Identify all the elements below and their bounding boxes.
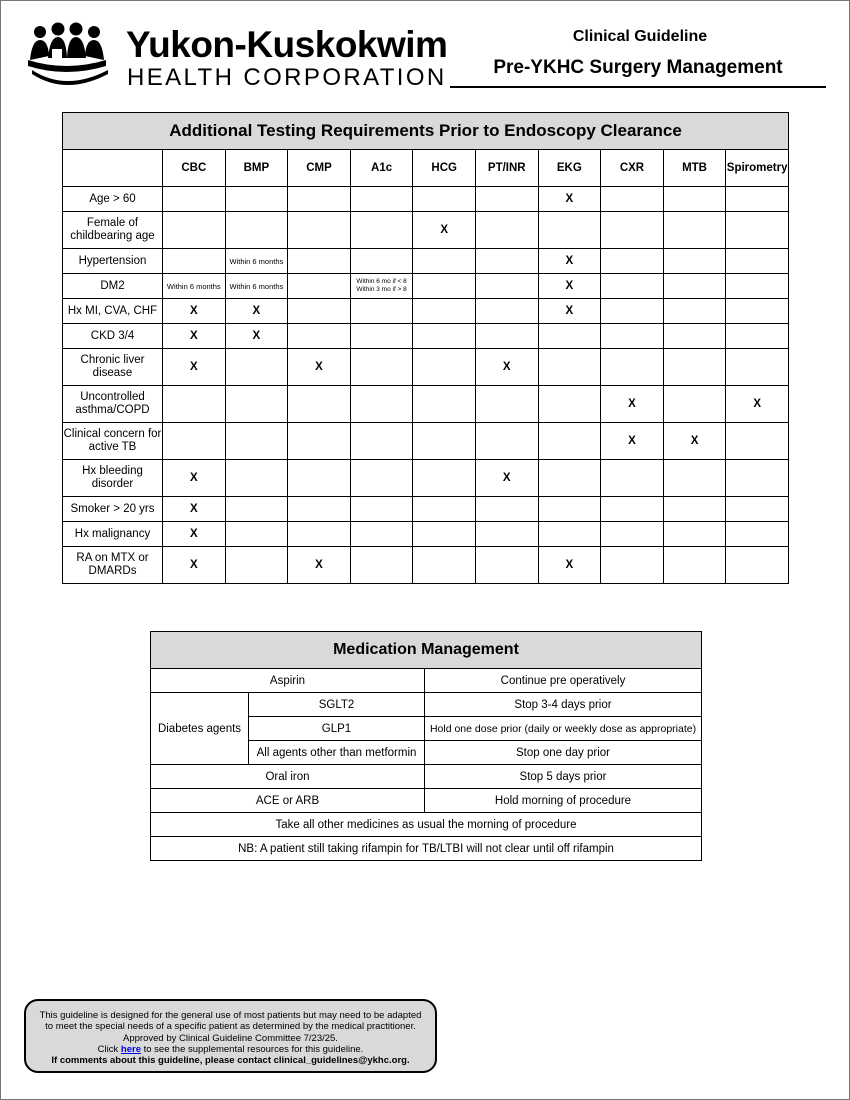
table-cell <box>726 522 789 547</box>
table-cell <box>601 460 664 497</box>
table-cell: X <box>225 324 288 349</box>
note-all-other-medicines: Take all other medicines as usual the morning of procedure <box>151 813 702 837</box>
table-row <box>151 837 702 861</box>
table-cell <box>475 187 538 212</box>
column-header: HCG <box>413 150 476 187</box>
table-cell: X <box>538 274 601 299</box>
table-cell <box>601 349 664 386</box>
footer-line-5: If comments about this guideline, please contact clinical_guidelines@ykhc.org. <box>51 1055 410 1067</box>
testing-table-body <box>63 187 789 584</box>
testing-table-title: Additional Testing Requirements Prior to Endoscopy Clearance <box>63 113 789 150</box>
column-header: BMP <box>225 150 288 187</box>
table-cell: X <box>163 460 226 497</box>
table-cell <box>163 386 226 423</box>
table-cell <box>663 386 726 423</box>
table-cell <box>663 187 726 212</box>
table-cell <box>288 460 351 497</box>
table-cell <box>601 324 664 349</box>
table-row <box>63 299 789 324</box>
table-cell <box>413 349 476 386</box>
table-cell <box>288 212 351 249</box>
table-cell <box>413 249 476 274</box>
table-cell <box>726 274 789 299</box>
table-cell: X <box>538 249 601 274</box>
table-cell: X <box>163 349 226 386</box>
note-rifampin: NB: A patient still taking rifampin for TB/LTBI will not clear until off rifampin <box>151 837 702 861</box>
table-cell: X <box>288 349 351 386</box>
table-row <box>63 324 789 349</box>
med-instruction-sglt2: Stop 3-4 days prior <box>425 693 702 717</box>
table-cell: Within 6 mo if < 8 Within 3 mo if > 8 <box>350 274 413 299</box>
table-cell <box>225 423 288 460</box>
table-cell <box>726 423 789 460</box>
table-cell <box>288 187 351 212</box>
table-cell <box>601 522 664 547</box>
column-header: EKG <box>538 150 601 187</box>
table-cell <box>225 522 288 547</box>
table-row <box>63 547 789 584</box>
table-cell <box>726 187 789 212</box>
org-name: Yukon-Kuskokwim <box>126 24 448 65</box>
table-row <box>63 187 789 212</box>
table-row <box>63 460 789 497</box>
footer-disclaimer <box>24 999 437 1073</box>
med-drug-other-agents: All agents other than metformin <box>249 741 425 765</box>
table-cell <box>601 187 664 212</box>
medication-management-table <box>150 631 702 861</box>
table-cell <box>413 386 476 423</box>
table-cell <box>538 522 601 547</box>
table-cell <box>225 212 288 249</box>
ykhc-logo <box>26 22 446 92</box>
table-cell <box>413 497 476 522</box>
table-cell <box>726 249 789 274</box>
footer-line-3: Approved by Clinical Guideline Committee 7/23/25. <box>123 1032 338 1044</box>
table-row <box>151 813 702 837</box>
table-cell: X <box>538 187 601 212</box>
table-cell <box>288 386 351 423</box>
table-cell <box>663 299 726 324</box>
med-drug-aspirin: Aspirin <box>151 669 425 693</box>
table-cell: X <box>538 547 601 584</box>
table-cell <box>475 274 538 299</box>
table-cell <box>538 212 601 249</box>
row-label: Female of childbearing age <box>63 212 163 249</box>
med-drug-ace-arb: ACE or ARB <box>151 789 425 813</box>
row-label: DM2 <box>63 274 163 299</box>
row-label: Smoker > 20 yrs <box>63 497 163 522</box>
table-cell <box>726 547 789 584</box>
table-cell <box>413 274 476 299</box>
table-cell <box>601 547 664 584</box>
table-cell <box>350 547 413 584</box>
table-cell <box>413 522 476 547</box>
table-row <box>151 789 702 813</box>
table-cell <box>663 547 726 584</box>
table-cell: X <box>288 547 351 584</box>
guideline-title: Pre-YKHC Surgery Management <box>493 57 783 78</box>
table-cell <box>288 497 351 522</box>
table-cell <box>163 212 226 249</box>
table-cell <box>475 249 538 274</box>
column-header: MTB <box>663 150 726 187</box>
footer-line-4-rest: to see the supplemental resources for this guideline. <box>143 1043 364 1055</box>
table-cell: X <box>413 212 476 249</box>
table-cell <box>663 460 726 497</box>
table-cell <box>413 187 476 212</box>
guideline-kicker: Clinical Guideline <box>572 28 708 45</box>
row-label: Clinical concern for active TB <box>63 423 163 460</box>
table-cell <box>350 497 413 522</box>
table-cell <box>726 460 789 497</box>
table-row <box>63 274 789 299</box>
table-cell: X <box>225 299 288 324</box>
table-cell: X <box>475 460 538 497</box>
table-cell <box>663 324 726 349</box>
table-cell: X <box>163 547 226 584</box>
table-row <box>63 386 789 423</box>
table-row <box>63 349 789 386</box>
table-cell <box>288 423 351 460</box>
table-cell <box>601 299 664 324</box>
table-cell <box>350 212 413 249</box>
table-cell: X <box>538 299 601 324</box>
table-cell <box>350 299 413 324</box>
table-cell <box>413 423 476 460</box>
table-cell: X <box>475 349 538 386</box>
table-cell <box>225 349 288 386</box>
table-cell: X <box>163 522 226 547</box>
table-cell <box>538 497 601 522</box>
table-cell: X <box>601 386 664 423</box>
column-header: CMP <box>288 150 351 187</box>
med-drug-sglt2: SGLT2 <box>249 693 425 717</box>
table-cell <box>726 299 789 324</box>
table-cell <box>288 522 351 547</box>
med-instruction-glp1: Hold one dose prior (daily or weekly dose as appropriate) <box>425 717 702 741</box>
footer-click-text: Click <box>97 1043 119 1055</box>
table-cell <box>475 497 538 522</box>
table-cell <box>225 187 288 212</box>
table-cell <box>601 249 664 274</box>
table-cell: X <box>163 299 226 324</box>
table-cell <box>475 423 538 460</box>
table-cell <box>288 274 351 299</box>
table-cell <box>475 299 538 324</box>
table-cell <box>726 212 789 249</box>
row-label: Hx malignancy <box>63 522 163 547</box>
table-cell <box>663 349 726 386</box>
table-row <box>63 212 789 249</box>
org-subtitle: HEALTH CORPORATION <box>127 64 447 91</box>
table-cell: X <box>663 423 726 460</box>
med-instruction-other-agents: Stop one day prior <box>425 741 702 765</box>
table-cell <box>475 522 538 547</box>
table-cell <box>413 324 476 349</box>
table-cell: X <box>601 423 664 460</box>
table-cell <box>350 386 413 423</box>
table-cell <box>663 212 726 249</box>
footer-line-4 <box>26 1044 435 1055</box>
table-cell: X <box>163 497 226 522</box>
header-corner <box>63 150 163 187</box>
table-row <box>63 249 789 274</box>
med-instruction-aspirin: Continue pre operatively <box>425 669 702 693</box>
row-label: Hypertension <box>63 249 163 274</box>
row-label: Uncontrolled asthma/COPD <box>63 386 163 423</box>
table-row <box>63 522 789 547</box>
med-instruction-oral-iron: Stop 5 days prior <box>425 765 702 789</box>
table-row <box>63 423 789 460</box>
table-cell <box>475 386 538 423</box>
med-instruction-ace-arb: Hold morning of procedure <box>425 789 702 813</box>
table-cell <box>225 547 288 584</box>
table-cell <box>350 249 413 274</box>
supplemental-resources-link[interactable]: here <box>120 1043 141 1055</box>
table-cell <box>350 460 413 497</box>
row-label: CKD 3/4 <box>63 324 163 349</box>
column-header: CBC <box>163 150 226 187</box>
testing-requirements-table <box>62 112 789 584</box>
row-label: Chronic liver disease <box>63 349 163 386</box>
table-cell <box>350 522 413 547</box>
table-cell: X <box>163 324 226 349</box>
table-cell <box>225 497 288 522</box>
table-row <box>151 693 702 717</box>
table-cell <box>726 324 789 349</box>
row-label: RA on MTX or DMARDs <box>63 547 163 584</box>
column-header: A1c <box>350 150 413 187</box>
table-cell <box>663 497 726 522</box>
row-label: Hx bleeding disorder <box>63 460 163 497</box>
table-cell <box>726 349 789 386</box>
footer-line-1: This guideline is designed for the general use of most patients but may need to be adapted <box>39 1010 422 1021</box>
table-cell <box>350 187 413 212</box>
table-cell <box>163 249 226 274</box>
table-cell <box>538 423 601 460</box>
row-label: Hx MI, CVA, CHF <box>63 299 163 324</box>
table-cell <box>538 386 601 423</box>
table-cell <box>350 349 413 386</box>
table-cell <box>288 324 351 349</box>
table-cell <box>475 547 538 584</box>
table-cell <box>163 187 226 212</box>
table-cell <box>413 547 476 584</box>
med-drug-glp1: GLP1 <box>249 717 425 741</box>
column-header: CXR <box>601 150 664 187</box>
testing-table-header-row <box>63 150 789 187</box>
table-cell: Within 6 months <box>163 274 226 299</box>
table-cell <box>475 212 538 249</box>
table-cell <box>288 249 351 274</box>
medication-table-title: Medication Management <box>151 632 702 669</box>
table-cell <box>413 460 476 497</box>
table-row <box>151 765 702 789</box>
table-cell <box>163 423 226 460</box>
table-cell <box>225 460 288 497</box>
table-cell <box>475 324 538 349</box>
column-header: PT/INR <box>475 150 538 187</box>
table-cell <box>663 522 726 547</box>
column-header: Spirometry <box>726 150 789 187</box>
table-cell <box>663 274 726 299</box>
table-cell <box>538 324 601 349</box>
table-cell <box>663 249 726 274</box>
table-cell <box>726 497 789 522</box>
med-drug-oral-iron: Oral iron <box>151 765 425 789</box>
table-cell: X <box>726 386 789 423</box>
table-cell <box>538 349 601 386</box>
row-label: Age > 60 <box>63 187 163 212</box>
header-rule <box>450 86 826 88</box>
med-group-diabetes: Diabetes agents <box>151 693 249 765</box>
table-cell <box>350 324 413 349</box>
table-cell: Within 6 months <box>225 274 288 299</box>
table-cell <box>601 497 664 522</box>
table-cell <box>288 299 351 324</box>
ykhc-logo-icon <box>26 22 126 88</box>
table-row <box>63 497 789 522</box>
table-cell <box>601 274 664 299</box>
table-cell <box>601 212 664 249</box>
table-cell: Within 6 months <box>225 249 288 274</box>
table-cell <box>413 299 476 324</box>
table-row <box>151 669 702 693</box>
table-cell <box>225 386 288 423</box>
footer-line-2: to meet the special needs of a specific patient as determined by the medical practitioner. <box>45 1021 416 1033</box>
table-cell <box>538 460 601 497</box>
table-cell <box>350 423 413 460</box>
